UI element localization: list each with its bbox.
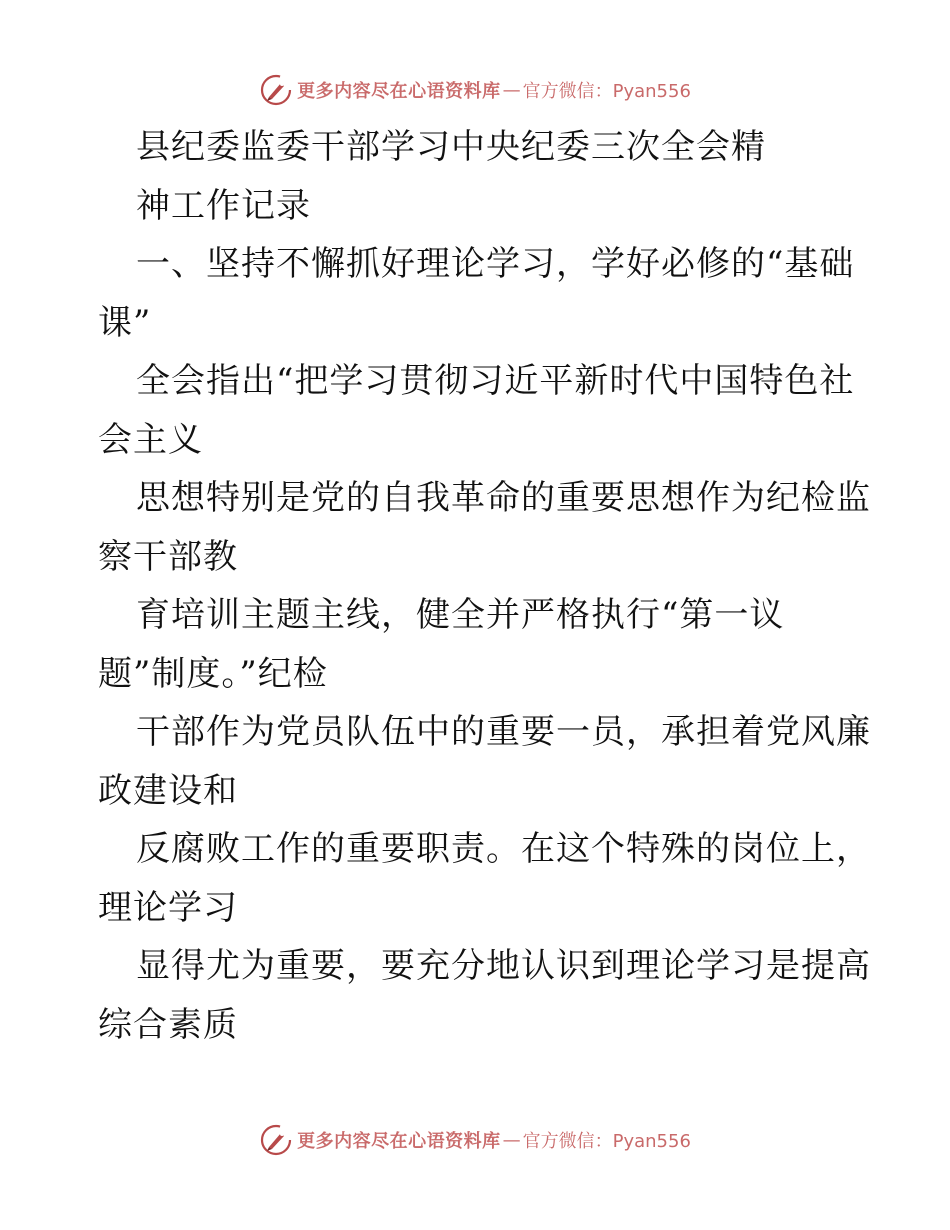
banner-separator: — xyxy=(502,79,521,101)
banner-title: 更多内容尽在心语资料库 xyxy=(297,81,501,102)
footer-banner xyxy=(0,1120,950,1160)
banner-wechat: 官方微信：Pyan556 xyxy=(522,1131,691,1152)
text-line: 干部作为党员队伍中的重要一员，承担着党风廉 xyxy=(136,712,871,752)
text-line: 会主义 xyxy=(98,419,203,460)
text-line: 政建设和 xyxy=(98,770,238,811)
text-line: 综合素质 xyxy=(98,1004,238,1045)
header-banner xyxy=(0,70,950,110)
text-line: 县纪委监委干部学习中央纪委三次全会精 xyxy=(136,127,766,167)
text-line: 育培训主题主线，健全并严格执行“第一议 xyxy=(136,595,785,635)
text-line: 显得尤为重要，要充分地认识到理论学习是提高 xyxy=(136,946,871,986)
text-line: 反腐败工作的重要职责。在这个特殊的岗位上， xyxy=(136,829,871,869)
text-line: 思想特别是党的自我革命的重要思想作为纪检监 xyxy=(136,478,871,518)
document-body xyxy=(98,118,871,1054)
text-line: 理论学习 xyxy=(98,887,238,928)
text-line: 神工作记录 xyxy=(136,185,311,226)
text-line: 一、坚持不懈抓好理论学习，学好必修的“基础 xyxy=(136,244,855,284)
banner-wechat: 官方微信：Pyan556 xyxy=(522,81,691,102)
banner-title: 更多内容尽在心语资料库 xyxy=(297,1131,501,1152)
text-line: 课” xyxy=(98,302,152,343)
pen-logo-icon xyxy=(259,73,293,107)
pen-logo-icon xyxy=(259,1123,293,1157)
banner-separator: — xyxy=(502,1129,521,1151)
text-line: 全会指出“把学习贯彻习近平新时代中国特色社 xyxy=(136,361,855,401)
text-line: 题”制度。”纪检 xyxy=(98,653,328,694)
text-line: 察干部教 xyxy=(98,536,238,577)
